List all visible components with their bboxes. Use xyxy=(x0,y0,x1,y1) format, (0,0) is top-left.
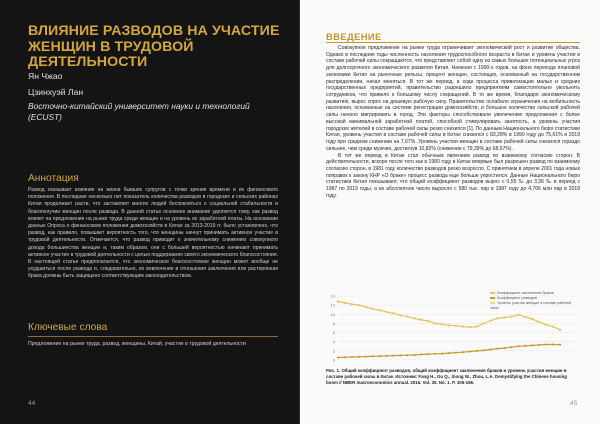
legend-label: Коэффициент разводов xyxy=(497,296,537,300)
data-point xyxy=(413,317,415,319)
data-point xyxy=(427,353,429,355)
data-point xyxy=(559,329,561,331)
data-point xyxy=(510,315,512,317)
data-point xyxy=(406,315,408,317)
data-point xyxy=(344,302,346,304)
data-point xyxy=(483,322,485,324)
data-point xyxy=(399,314,401,316)
y-tick-label: 2 xyxy=(332,348,335,354)
legend-label: Коэффициент заключения браков xyxy=(497,291,554,295)
data-point xyxy=(538,344,540,346)
data-point xyxy=(448,324,450,326)
data-point xyxy=(545,343,547,345)
intro-paragraph: Совокупное предложение на рынке труда ограничивает экономический рост и развитие общества. Однако в последние годы численность населения трудоспособного возраста в Китае и уровень участия в составе рабочей силы сокращаются, что представляет собой одну из самых больших потенциальных угроз для долгосрочного экономического развития Китая. Начиная с 1990-х годов, на фоне перехода плановой экономики Китая на рыночные рельсы, процент женщин, состоящих, основанный на государственном распределении, начал меняться. В тот же период, в ходе процесса приватизации малых и средних государственных предприятий, правительство разрешило предприятиям самостоятельно увольнять сотрудников, что привело к большому числу сокращений. В то же время, благодаря экономическому развитию, вырос спрос на дешевую рабочую силу. Правительство ослабило ограничения на мобильность населения, основанные на системе регистрации домохозяйств, и большое количество сельской рабочей силы начало мигрировать в город. Эти факторы способствовали увеличению предложения с более высокой минимальной заработной платой, способной стимулировать занятость, а уровень участия городских жителей в составе рабочей силы резко снизился [1]. По данным Национального бюро статистики Китая, уровень участия в составе рабочей силы в Китае снизился с 83,28% в 1990 году до 75,61% в 2019 году при среднем снижении на 7,67%. Уровень участия женщин в составе рабочей силы снизился гораздо сильнее, чем среди мужчин, достигнув 10,82% (снижение с 79,39% до 68,57%). xyxy=(326,45,580,152)
data-point xyxy=(455,352,457,354)
data-point xyxy=(545,324,547,326)
data-point xyxy=(503,347,505,349)
data-point xyxy=(420,319,422,321)
data-point xyxy=(392,312,394,314)
data-point xyxy=(531,344,533,346)
abstract-text: Развод оказывает влияние на жизни бывших супругов с точки зрения времени и их финансового положения. В последние несколько лет показатель количества разводов в городских и сельских районах Китая продолжает расти, что заставляет многих людей беспокоиться о социальной стабильности и благополучии женщин после развода. В данной статье основное внимание уделяется тому, как развод влияет на предложение на рынке труда среди женщин и на уровень их заработной платы. На основании данных Опроса о финансовом положении домохозяйств в Китае за 2013-2019 гг. было установлено, что развод, как правило, повышает вероятность того, что женщины начнут принимать активное участие в трудовой деятельности. Отмечается, что развод приводит к значительному снижению совокупного дохода большинства женщин и, таким образом, они с большей вероятностью начинают принимать активное участие в трудовой деятельности с целью поддержания своего экономического благосостояния. В настоящей статье предполагается, что экономическое благосостояние женщин может вообще не ухудшиться после развода и, следовательно, их вовлечение в отношения заключения или растерянная брака должны быть защищено соответствующим законодательством. xyxy=(28,187,278,280)
legend-item xyxy=(490,301,580,311)
y-tick-label: 8 xyxy=(332,320,335,326)
page-number-left: 44 xyxy=(28,400,36,407)
data-point xyxy=(372,355,374,357)
data-point xyxy=(358,356,360,358)
author-affiliation: Восточно-китайский университет науки и технологий (ECUST) xyxy=(28,101,250,122)
intro-heading: ВВЕДЕНИЕ xyxy=(326,31,382,42)
data-point xyxy=(365,306,367,308)
data-point xyxy=(559,344,561,346)
data-point xyxy=(455,325,457,327)
page-number-right: 45 xyxy=(570,400,578,407)
data-point xyxy=(427,320,429,322)
data-point xyxy=(337,300,339,302)
data-point xyxy=(490,348,492,350)
article-title: ВЛИЯНИЕ РАЗВОДОВ НА УЧАСТИЕ ЖЕНЩИН В ТРУДОВОЙ ДЕЯТЕЛЬНОСТИ xyxy=(28,23,280,70)
intro-body xyxy=(326,45,580,200)
keywords-heading: Ключевые слова xyxy=(28,322,108,333)
intro-paragraph: В тот же период в Китае стал обычным явлением развод по взаимному согласию сторон. В действительности, вскоре после того как в 1980 году в Китае впервые был разрешен развод по взаимному согласию сторон, в 1981 году количество разводов резко возросло. С принятием в апреле 2001 года новых поправок к закону КНР «О браке» процесс развода еще больше упростился. Данные Национального бюро статистики Китая показывают, что общий коэффициент разводов вырос с 0,55 ‰ до 3,36 ‰ в период с 1987 по 2019 годы, а их абсолютное число выросло с 580 тыс. пар в 1987 году до 4,706 млн пар в 2019 году. xyxy=(326,152,580,199)
legend-swatch xyxy=(490,302,495,304)
data-point xyxy=(510,346,512,348)
author-name: Цзинхуэй Лан xyxy=(28,87,84,97)
data-point xyxy=(469,350,471,352)
legend-swatch xyxy=(490,292,495,294)
keywords-divider xyxy=(28,336,278,337)
data-point xyxy=(496,347,498,349)
data-point xyxy=(476,350,478,352)
data-point xyxy=(441,323,443,325)
y-tick-label: 12 xyxy=(330,302,335,308)
data-point xyxy=(552,343,554,345)
data-point xyxy=(476,326,478,328)
data-point xyxy=(434,322,436,324)
data-point xyxy=(538,321,540,323)
data-point xyxy=(490,320,492,322)
y-tick-label: 14 xyxy=(330,293,335,299)
data-point xyxy=(496,317,498,319)
data-point xyxy=(379,309,381,311)
data-point xyxy=(344,356,346,358)
data-point xyxy=(365,355,367,357)
data-point xyxy=(503,316,505,318)
abstract-heading: Аннотация xyxy=(28,173,79,184)
data-point xyxy=(469,326,471,328)
data-point xyxy=(524,316,526,318)
legend-label: Уровень участия женщин в составе рабочей силы xyxy=(490,301,572,310)
data-point xyxy=(524,345,526,347)
y-tick-label: 4 xyxy=(332,339,335,345)
data-point xyxy=(420,353,422,355)
y-tick-label: 0 xyxy=(332,357,335,363)
data-point xyxy=(351,356,353,358)
data-point xyxy=(434,353,436,355)
data-point xyxy=(351,303,353,305)
chart-legend xyxy=(490,291,580,311)
data-point xyxy=(406,354,408,356)
data-point xyxy=(517,314,519,316)
author-name: Ян Чжао xyxy=(28,71,63,81)
data-point xyxy=(462,326,464,328)
data-point xyxy=(337,356,339,358)
data-point xyxy=(517,345,519,347)
data-point xyxy=(372,308,374,310)
intro-divider xyxy=(326,42,580,43)
data-point xyxy=(399,354,401,356)
y-tick-label: 6 xyxy=(332,330,335,336)
keywords-text: Предложение на рынке труда, развод, женщины, Китай, участие в трудовой деятельности xyxy=(28,341,246,347)
data-point xyxy=(462,351,464,353)
y-tick-label: 10 xyxy=(330,311,335,317)
data-point xyxy=(413,354,415,356)
data-point xyxy=(385,311,387,313)
legend-swatch xyxy=(490,297,495,299)
data-point xyxy=(483,349,485,351)
figure-caption: Рис. 1. Общий коэффициент разводов, общий коэффициент заключения браков и уровень участия женщин в составе рабочей силы в Китае. Источник: Fang H., Gu Q., Xiong W., Zhou, L.A. Demystifying the Chinese housing boom // NBER macroeconomics annual. 2016. Vol. 30. No. 1. P. 105-166. xyxy=(326,368,567,386)
data-point xyxy=(392,355,394,357)
data-point xyxy=(385,355,387,357)
data-point xyxy=(358,304,360,306)
data-point xyxy=(448,352,450,354)
data-point xyxy=(379,355,381,357)
data-point xyxy=(552,326,554,328)
data-point xyxy=(441,353,443,355)
data-point xyxy=(531,318,533,320)
